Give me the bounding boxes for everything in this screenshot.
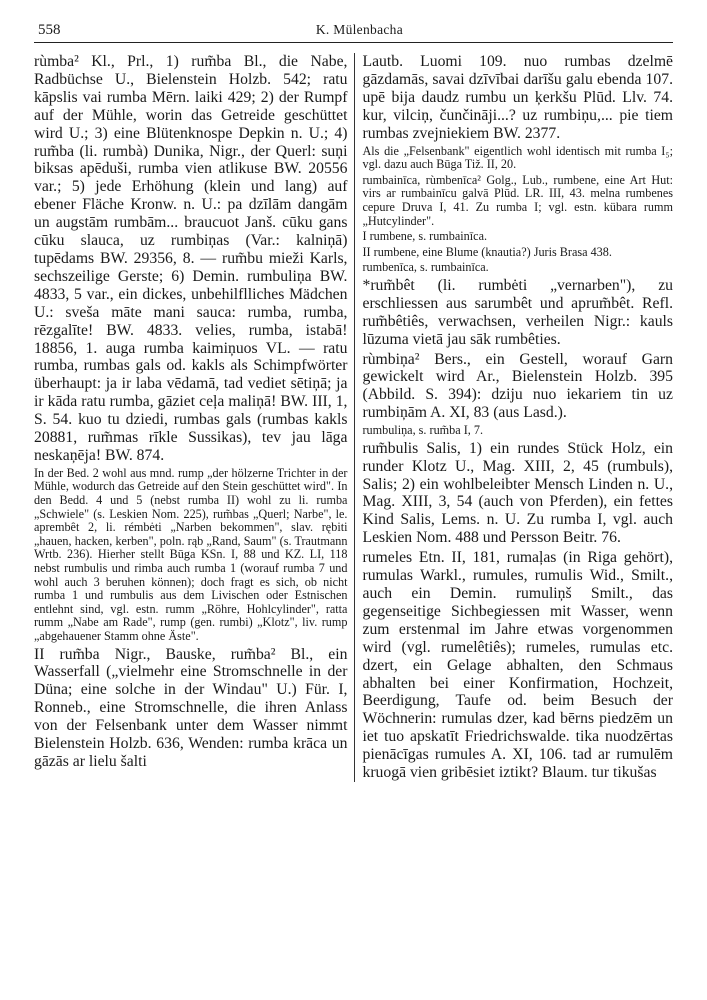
- dictionary-entry: In der Bed. 2 wohl aus mnd. rump „der hölzerne Trichter in der Mühle, wodurch das Getreide auf den Stein geschüttet wird". In den Bedd. 4 und 5 (nebst rumba II) wohl zu li. rumba „Schwiele" (s. Leskien Nom. 225), rum̃bas „Querl; Narbe", le. aprembêt 2, li. rémbėti „Narben bekommen", slav. rębiti „hauen, hacken, kerben", poln. rąb „Rand, Saum" (s. Trautmann Wrtb. 236). Hierher stellt Būga KSn. I, 88 und KZ. LI, 118 nebst rumbulis und rimba auch rumba 1 (worauf rumba 7 und wohl auch 3 beruhen können); doch fragt es sich, ob nicht rumba 1 und rumbulis aus dem Livischen oder Estnischen entlehnt sind, vgl. estn. rumm „Röhre, Hohlcylinder", ratta rumm „Nabe am Rade", rump (gen. rumbi) „Klotz", liv. rump „abgehauener Stamm ohne Äste".: [34, 465, 348, 643]
- right-column: [354, 53, 673, 782]
- dictionary-entry: *rum̃bêt (li. rumbėti „vernarben"), zu erschliessen aus sarumbêt und aprum̃bêt. Refl. rum̃bêtiês, verwachsen, verheilen Nigr.: kauls lūzuma vietā jau sāk rumbêties.: [362, 276, 673, 348]
- dictionary-entry: rumbuliņa, s. rum̃ba I, 7.: [362, 423, 483, 438]
- dictionary-entry: rumbenīca, s. rumbainīca.: [362, 260, 489, 275]
- dictionary-entry: Als die „Felsenbank" eigentlich wohl identisch mit rumba I₅; vgl. dazu auch Būga Tiž. II, 20.: [362, 143, 673, 172]
- dictionary-entry: I rumbene, s. rumbainīca.: [362, 229, 488, 244]
- dictionary-entry: Lautb. Luomi 109. nuo rumbas dzelmē gāzdamās, savai dzīvībai darīšu galu ebenda 107. upē bija daudz rumbu un ķerkšu Plūd. Llv. 74. kur, vilciņ, čunčināji...? uz rumbiņu,... pie tiem rumbas zvejniekiem BW. 2377.: [362, 53, 673, 142]
- page-number: 558: [38, 22, 61, 38]
- two-column-body: [34, 53, 673, 782]
- dictionary-entry: rùmba² Kl., Prl., 1) rum̃ba Bl., die Nabe, Radbüchse U., Bielenstein Holzb. 542; ratu kāpslis vai rumba Mērn. laiki 429; 2) der Rumpf auf der Mühle, worin das Getreide geschüttet wird U.; 3) eine Blütenknospe Depkin n. U.; 4) rum̃ba (li. rumbà) Dunika, Nigr., der Querl: suņi biksas apēduši, rumba vien atlikuse BW. 20556 var.; 5) jede Erhöhung (klein und lang) auf ebener Fläche Kronw. n. U.: pa dzīlām dangām un augstām rumbām... braucuot Janš. cūku gans cūku slauca, uz rumbiņas (Var.: kalniņā) tupēdams BW. 29356, 8. — rum̃bu mieži Karls, sechszeilige Gerste; 6) Demin. rumbuliņa BW. 4833, 5 var., ein dickes, unbehilflliches Mädchen U.: sveša māte mani sauca: rumba, rumba, rēzgalīte! BW. 4833. velies, rumba, istabā! 18856, 1. auga rumba kaimiņuos VL. — ratu rumba, rumbas gals od. kakls als Schimpfwörter überhaupt: ja ir laba vēdamā, tad vediet sētiņā; ja ir kāda ratu rumba, gāziet ceļa maliņā! BW. III, 1, S. 54. kuo tu dziedi, rumbas gals (rumbas kakls 20881, rum̃mas rīkle Sussikas), tev jau lāga neskaņēja! BW. 874.: [34, 53, 348, 464]
- dictionary-entry: rumbainīca, rùmbenīca² Golg., Lub., rumbene, eine Art Hut: virs ar rumbainīcu galvā Plūd. LR. III, 43. melna rumbenes cepure Druva I, 41. Zu rumba I; vgl. estn. kübara rumm „Hutcylinder".: [362, 172, 673, 228]
- dictionary-entry: rum̃bulis Salis, 1) ein rundes Stück Holz, ein runder Klotz U., Mag. XIII, 2, 45 (rumbuls), Salis; 2) ein wohlbeleibter Mensch Linden n. U., Mag. XIII, 3, 54 (auch von Pferden), ein fettes Kind Salis, Lems. n. U. Zu rumba I, vgl. auch Leskien Nom. 488 und Persson Beitr. 76.: [362, 439, 673, 547]
- dictionary-entry: II rumbene, eine Blume (knautia?) Juris Brasa 438.: [362, 244, 612, 259]
- dictionary-entry: rumeles Etn. II, 181, rumaļas (in Riga gehört), rumulas Warkl., rumules, rumulis Wid., Smilt., auch ein Demin. rumuliņš Smilt., das gegenseitige Sichbegiessen mit Wasser, wenn zum erstenmal im Jahre etwas vorgenommen wird (vgl. rumelêtiês); rumeles, rumulas etc. dzert, ein Gelage abhalten, den Schmaus abhalten bei einer Konfirmation, Hochzeit, Beerdigung, Taufe od. beim Besuch der Wöchnerin: rumulas dzer, kad bērns piedzēm un iet tuo apskatīt Friedrichswalde. tika nuodzērtas pienācīgas rumules A. XI, 106. tad ar rumulēm kruogā vien gribēsiet iztikt? Blaum. tur tikušas: [362, 549, 673, 782]
- dictionary-entry: II rum̃ba Nigr., Bauske, rum̃ba² Bl., ein Wasserfall („vielmehr eine Stromschnelle in der Düna; eine solche in der Windau" U.) Für. I, Ronneb., eine Stromschnelle, die ihren Anlass von der Felsenbank unter dem Wasser nimmt Bielenstein Holzb. 636, Wenden: rumba krāca un gāzās ar lielu šalti: [34, 645, 348, 770]
- running-title: K. Mülenbacha: [315, 22, 403, 37]
- running-header: [34, 22, 673, 43]
- dictionary-entry: rùmbiņa² Bers., ein Gestell, worauf Garn gewickelt wird Ar., Bielenstein Holzb. 395 (Abbild. S. 394): dziju nuo iekariem tin uz rumbiņām A. XI, 83 (aus Lasd.).: [362, 350, 673, 422]
- left-column: [34, 53, 354, 782]
